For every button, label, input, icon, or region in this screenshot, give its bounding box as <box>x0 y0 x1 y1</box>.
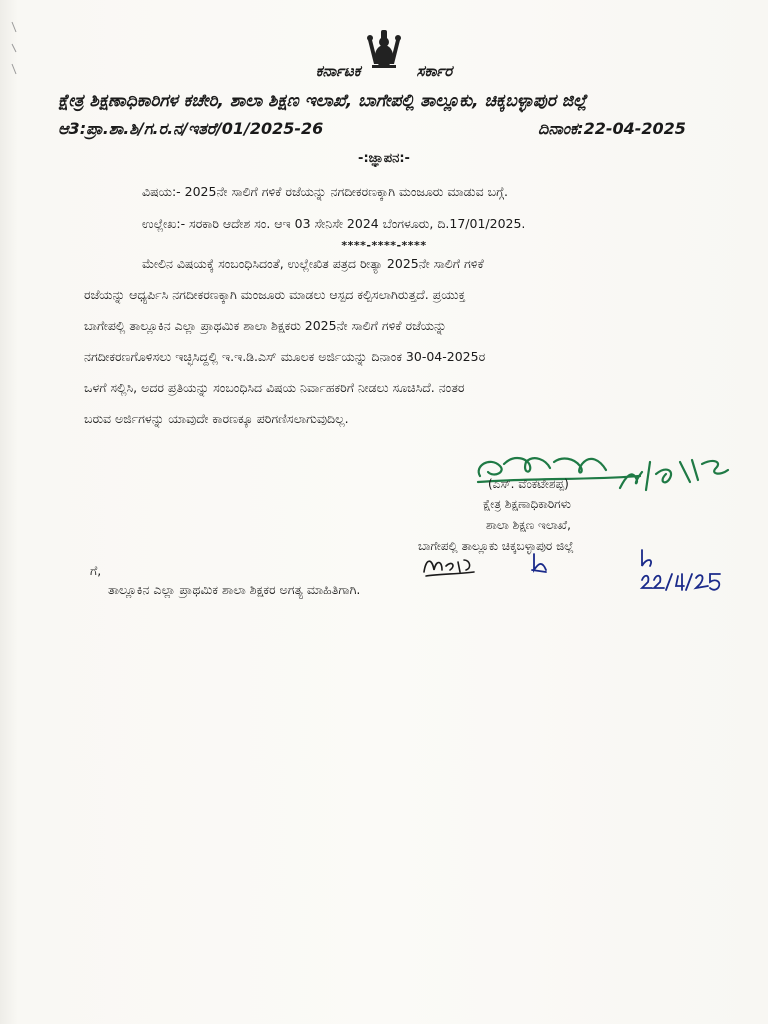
handwritten-initials <box>528 550 550 574</box>
handwritten-initials <box>636 546 726 592</box>
government-name-left: ಕರ್ನಾಟಕ <box>315 62 361 80</box>
signatory-place: ಬಾಗೇಪಲ್ಲಿ ತಾಲ್ಲೂಕು ಚಿಕ್ಕಬಳ್ಳಾಪುರ ಜಿಲ್ಲೆ <box>418 539 574 553</box>
reference-line: ಉಲ್ಲೇಖ:- ಸರಕಾರಿ ಆದೇಶ ಸಂ. ಆಇ 03 ಸೇನಿಸೇ 2024 ಬೆಂಗಳೂರು, ದಿ.17/01/2025. <box>142 216 526 231</box>
office-name: ಕ್ಷೇತ್ರ ಶಿಕ್ಷಣಾಧಿಕಾರಿಗಳ ಕಚೇರಿ, ಶಾಲಾ ಶಿಕ್ಷಣ ಇಲಾಖೆ, ಬಾಗೇಪಲ್ಲಿ ತಾಲ್ಲೂಕು, ಚಿಕ್ಕಬಳ್ಳಾಪುರ ಜಿಲ್ಲೆ <box>58 91 587 111</box>
reference-number: ಆ3:ಪ್ರಾ.ಶಾ.ಶಿ/ಗ.ರ.ನ/ಇತರೆ/01/2025-26 <box>58 119 324 138</box>
signatory-department: ಶಾಲಾ ಶಿಕ್ಷಣ ಇಲಾಖೆ, <box>486 518 571 532</box>
handwritten-initials <box>420 552 480 580</box>
signatory-title: ಕ್ಷೇತ್ರ ಶಿಕ್ಷಣಾಧಿಕಾರಿಗಳು <box>483 497 571 511</box>
notice-title: -:ಜ್ಞಾಪನ:- <box>358 151 410 166</box>
recipient-line: ತಾಲ್ಲೂಕಿನ ಎಲ್ಲಾ ಪ್ರಾಥಮಿಕ ಶಾಲಾ ಶಿಕ್ಷಕರ ಅಗತ್ಯ ಮಾಹಿತಿಗಾಗಿ. <box>108 582 361 597</box>
separator-line: ****-****-**** <box>341 239 427 252</box>
body-line: ನಗದೀಕರಣಗೊಳಿಸಲು ಇಚ್ಛಿಸಿದ್ದಲ್ಲಿ ಇ.ಇ.ಡಿ.ಎಸ್ ಮೂಲಕ ಅರ್ಜಿಯನ್ನು ದಿನಾಂಕ 30-04-2025ರ <box>84 349 486 364</box>
issue-date: ದಿನಾಂಕ:22-04-2025 <box>538 119 686 138</box>
body-line: ರಜೆಯನ್ನು ಆಧ್ಯರ್ಪಿಸಿ ನಗದೀಕರಣಕ್ಕಾಗಿ ಮಂಜೂರು ಮಾಡಲು ಆಸ್ಪದ ಕಲ್ಪಿಸಲಾಗಿರುತ್ತದೆ. ಪ್ರಯುಕ್ತ <box>84 287 466 302</box>
signatory-name: (ಎಸ್. ವೆಂಕಟೇಶಪ್ಪ) <box>488 477 569 491</box>
government-name <box>0 62 768 80</box>
government-name-right: ಸರ್ಕಾರ <box>416 62 453 80</box>
body-line: ಒಳಗೆ ಸಲ್ಲಿಸಿ, ಅದರ ಪ್ರತಿಯನ್ನು ಸಂಬಂಧಿಸಿದ ವಿಷಯ ನಿರ್ವಾಹಕರಿಗೆ ನೀಡಲು ಸೂಚಿಸಿದೆ. ನಂತರ <box>84 380 465 395</box>
body-line: ಮೇಲಿನ ವಿಷಯಕ್ಕೆ ಸಂಬಂಧಿಸಿದಂತೆ, ಉಲ್ಲೇಖಿತ ಪತ್ರದ ರೀತ್ಯಾ 2025ನೇ ಸಾಲಿಗೆ ಗಳಿಕೆ <box>142 256 484 271</box>
body-line: ಬರುವ ಅರ್ಜಿಗಳನ್ನು ಯಾವುದೇ ಕಾರಣಕ್ಕೂ ಪರಿಗಣಿಸಲಾಗುವುದಿಲ್ಲ. <box>84 411 349 426</box>
addressee-salutation: ಗೆ, <box>90 563 102 578</box>
body-line: ಬಾಗೇಪಲ್ಲಿ ತಾಲ್ಲೂಕಿನ ಎಲ್ಲಾ ಪ್ರಾಥಮಿಕ ಶಾಲಾ ಶಿಕ್ಷಕರು 2025ನೇ ಸಾಲಿಗೆ ಗಳಿಕೆ ರಜೆಯನ್ನು <box>84 318 447 333</box>
subject-line: ವಿಷಯ:- 2025ನೇ ಸಾಲಿಗೆ ಗಳಿಕೆ ರಜೆಯನ್ನು ನಗದೀಕರಣಕ್ಕಾಗಿ ಮಂಜೂರು ಮಾಡುವ ಬಗ್ಗೆ. <box>142 184 509 199</box>
